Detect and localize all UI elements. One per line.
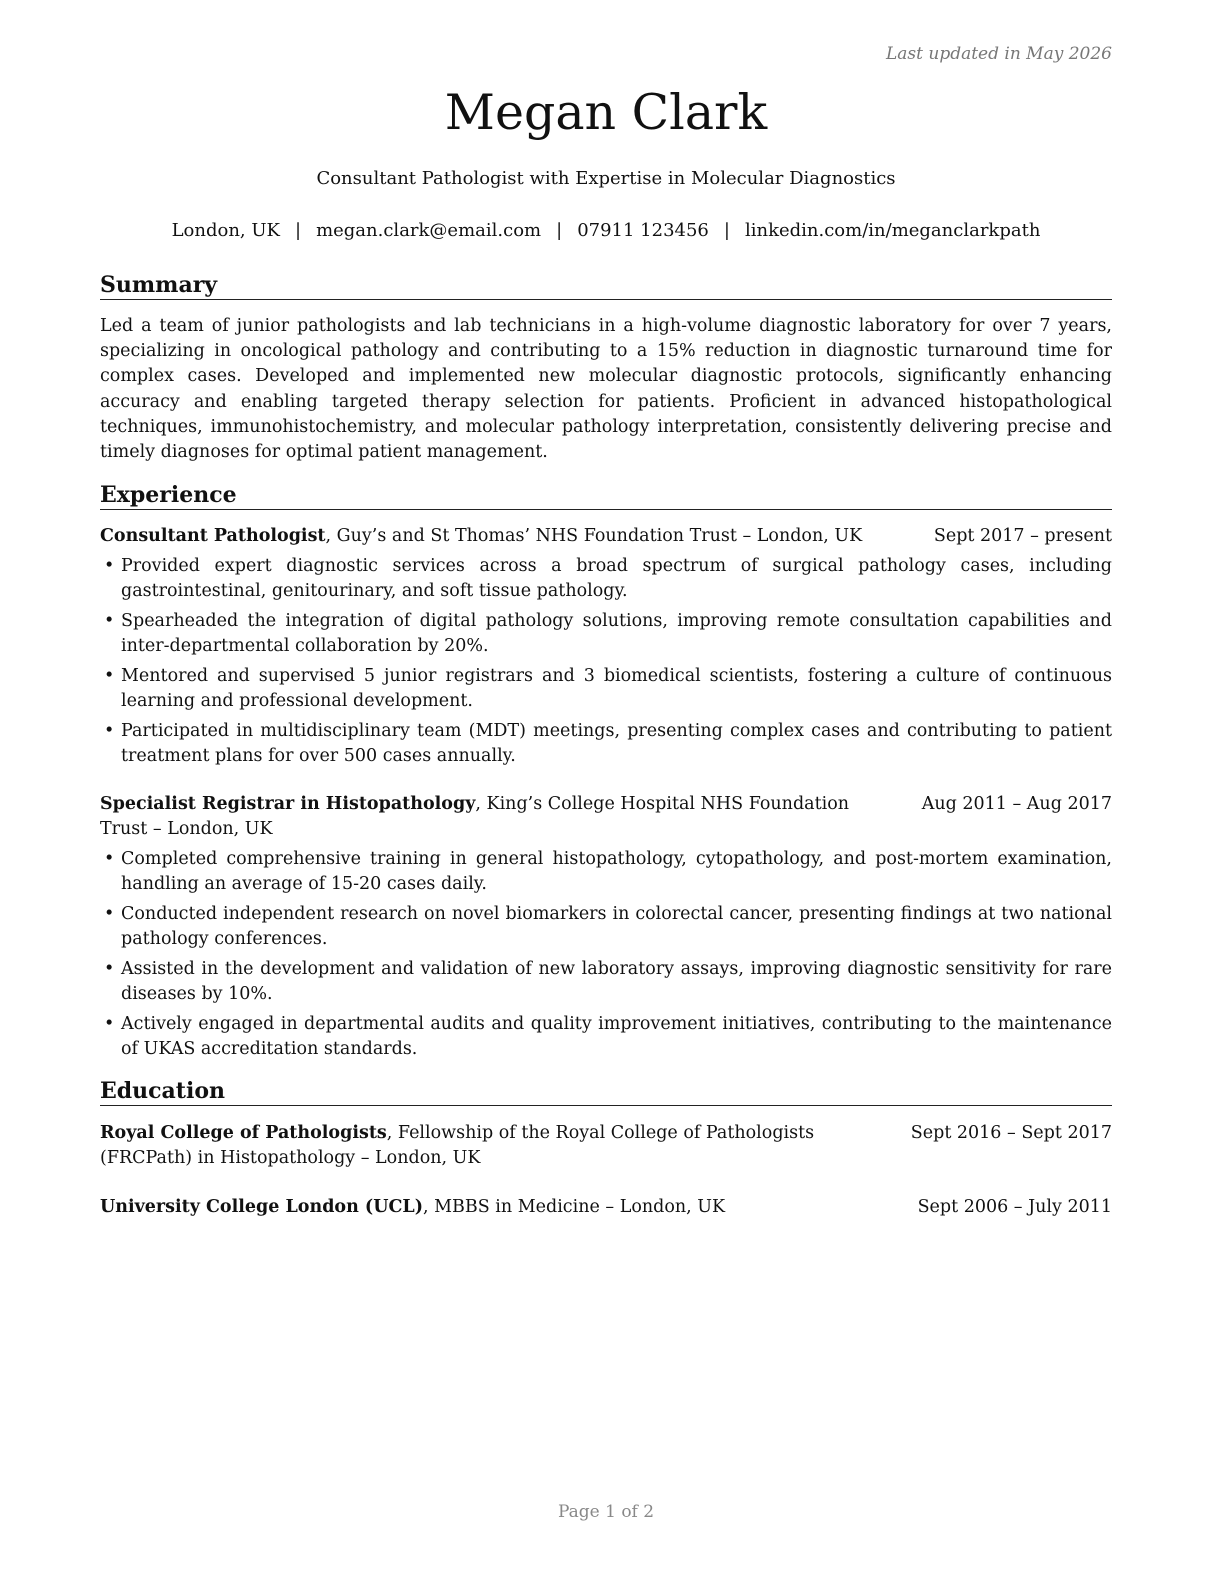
summary-text: Led a team of junior pathologists and lab technicians in a high-volume diagnostic laboratory for over 7 years, specializing in oncological pathology and contributing to a 15% reduction in diagnostic turnaround time for complex cases. Developed and implemented new molecular diagnostic protocols, significantly enhancing accuracy and enabling targeted therapy selection for patients. Proficient in advanced histopathological techniques, immunohistochemistry, and molecular pathology interpretation, consistently delivering precise and timely diagnoses for optimal patient management. [100, 316, 1112, 463]
contact-location: London, UK [171, 220, 280, 241]
job-role: Specialist Registrar in Histopathology [100, 794, 476, 814]
job-dates: Aug 2011 – Aug 2017 [921, 794, 1112, 814]
bullet-text: Participated in multidisciplinary team (MDT) meetings, presenting complex cases and contributing to patient treatment plans for over 500 cases annually. [121, 721, 1112, 766]
job-role: Consultant Pathologist [100, 526, 326, 546]
job-org: , King’s College Hospital NHS Foundation Trust – London, UK [100, 794, 850, 839]
bullet-text: Actively engaged in departmental audits and quality improvement initiatives, contributing to the maintenance of UKAS accreditation standards. [121, 1014, 1112, 1059]
education-school: University College London (UCL) [100, 1197, 423, 1217]
bullet-text: Provided expert diagnostic services across a broad spectrum of surgical pathology cases, including gastrointestinal, genitourinary, and soft tissue pathology. [121, 556, 1112, 601]
contact-separator: | [294, 220, 302, 241]
job-bullets [100, 554, 1112, 774]
list-item [100, 609, 1112, 659]
list-item [100, 902, 1112, 952]
bullet-text: Conducted independent research on novel biomarkers in colorectal cancer, presenting findings at two national pathology conferences. [121, 904, 1112, 949]
candidate-name: Megan Clark [444, 84, 768, 141]
contact-line [100, 220, 1112, 241]
education-heading: Education [100, 1077, 1112, 1106]
bullet-icon: • [104, 1014, 115, 1034]
bullet-icon: • [104, 556, 115, 576]
list-item [100, 719, 1112, 769]
contact-email[interactable]: megan.clark@email.com [316, 220, 542, 241]
education-dates: Sept 2006 – July 2011 [917, 1197, 1112, 1217]
list-item [100, 1012, 1112, 1062]
bullet-icon: • [104, 721, 115, 741]
contact-separator: | [556, 220, 563, 241]
education-degree: , Fellowship of the Royal College of Pathologists (FRCPath) in Histopathology – London, UK [100, 1123, 815, 1168]
education-degree: , MBBS in Medicine – London, UK [422, 1197, 726, 1217]
resume-page [100, 0, 1112, 1584]
bullet-text: Assisted in the development and validation of new laboratory assays, improving diagnostic sensitivity for rare diseases by 10%. [121, 959, 1112, 1004]
tagline: Consultant Pathologist with Expertise in Molecular Diagnostics [316, 168, 896, 189]
bullet-text: Completed comprehensive training in general histopathology, cytopathology, and post-mortem examination, handling an average of 15-20 cases daily. [121, 849, 1112, 894]
contact-separator: | [723, 220, 730, 241]
last-updated: Last updated in May 2026 [885, 44, 1112, 64]
education-entry [100, 1195, 1112, 1220]
job-bullets [100, 847, 1112, 1067]
summary-heading: Summary [100, 271, 1112, 300]
list-item [100, 554, 1112, 604]
experience-heading: Experience [100, 481, 1112, 510]
job-dates: Sept 2017 – present [933, 526, 1112, 546]
list-item [100, 664, 1112, 714]
education-dates: Sept 2016 – Sept 2017 [910, 1123, 1112, 1143]
job-header [100, 792, 1112, 842]
contact-linkedin[interactable]: linkedin.com/in/meganclarkpath [744, 220, 1041, 241]
page-number: Page 1 of 2 [557, 1502, 655, 1522]
bullet-icon: • [104, 959, 115, 979]
list-item [100, 847, 1112, 897]
bullet-icon: • [104, 849, 115, 869]
job-org: , Guy’s and St Thomas’ NHS Foundation Trust – London, UK [325, 526, 863, 546]
job-header [100, 524, 1112, 549]
contact-phone: 07911 123456 [577, 220, 709, 241]
bullet-text: Spearheaded the integration of digital pathology solutions, improving remote consultation capabilities and inter-departmental collaboration by 20%. [121, 611, 1112, 656]
bullet-icon: • [104, 904, 115, 924]
bullet-icon: • [104, 611, 115, 631]
education-school: Royal College of Pathologists [100, 1123, 387, 1143]
bullet-icon: • [104, 666, 115, 686]
bullet-text: Mentored and supervised 5 junior registrars and 3 biomedical scientists, fostering a culture of continuous learning and professional development. [121, 666, 1112, 711]
list-item [100, 957, 1112, 1007]
education-entry [100, 1121, 1112, 1171]
